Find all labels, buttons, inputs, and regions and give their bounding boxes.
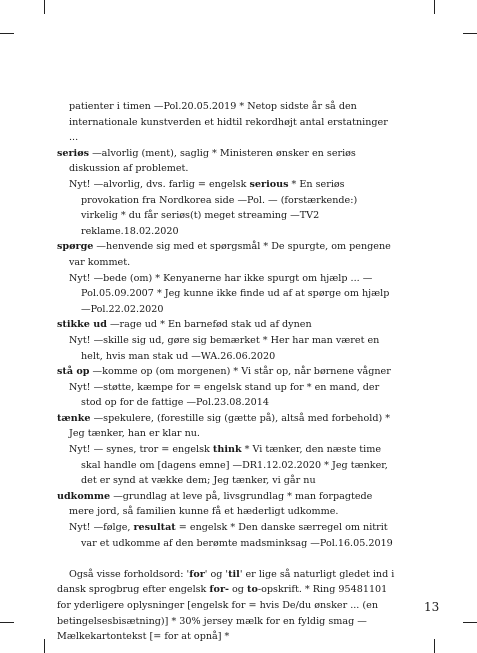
crop-mark-bottom-right bbox=[463, 622, 477, 623]
text: Nyt! —følge, bbox=[69, 522, 134, 534]
bold-term: serious bbox=[249, 178, 289, 190]
bold-term: think bbox=[212, 444, 242, 456]
new-usage-udkomme bbox=[57, 520, 397, 551]
crop-mark-bottom-left-vertical bbox=[44, 639, 45, 653]
bold-term: for- bbox=[209, 584, 229, 596]
headword: udkomme bbox=[57, 490, 111, 502]
text: = engelsk * Den danske særregel om nitrit var et udkomme af den berømte madsminksag —Pol.16.05.2019 bbox=[81, 522, 393, 549]
continued-text bbox=[57, 99, 397, 146]
text: Nyt! —støtte, kæmpe for = engelsk stand up for * en mand, der stod op for de fattige —Pol.23.08.2014 bbox=[69, 381, 380, 409]
bold-term: resultat bbox=[133, 522, 176, 534]
crop-mark-top-left bbox=[0, 33, 14, 34]
entry-staa-op bbox=[57, 364, 397, 380]
new-usage-taenke bbox=[57, 442, 397, 489]
definition: —grundlag at leve på, livsgrundlag * man forpagtede mere jord, så familien kunne få et hæderligt udkomme. bbox=[69, 490, 373, 518]
page-body bbox=[57, 99, 397, 645]
headword: stå op bbox=[57, 366, 90, 378]
text: ' er lige så naturligt gledet ind i dansk sprogbrug efter engelsk bbox=[57, 568, 395, 596]
crop-mark-top-right-vertical bbox=[434, 0, 435, 14]
new-usage-stikke-ud bbox=[57, 333, 397, 364]
new-usage-spoerge bbox=[57, 271, 397, 318]
definition: —komme op (om morgenen) * Vi står op, når børnene vågner bbox=[89, 366, 391, 378]
bold-term: til bbox=[228, 568, 240, 580]
definition: —rage ud * En barnefød stak ud af dynen bbox=[106, 319, 312, 331]
definition: —spekulere, (forestille sig (gætte på), altså med forbehold) * Jeg tænker, han er klar nu. bbox=[69, 412, 391, 440]
headword: tænke bbox=[57, 412, 91, 424]
crop-mark-bottom-left bbox=[0, 622, 14, 623]
new-usage-serioes bbox=[57, 177, 397, 239]
crop-mark-bottom-right-vertical bbox=[434, 639, 435, 653]
paragraph-gap bbox=[57, 551, 397, 567]
text: Nyt! —bede (om) * Kenyanerne har ikke spurgt om hjælp ... —Pol.05.09.2007 * Jeg kunne ikke finde ud af at spørge om hjælp —Pol.22.02.2020 bbox=[69, 272, 390, 315]
headword: stikke ud bbox=[57, 319, 107, 331]
bold-term: for bbox=[189, 568, 205, 580]
page-number: 13 bbox=[424, 600, 440, 614]
crop-mark-top-right bbox=[463, 33, 477, 34]
text: -opskrift. * Ring 95481101 for yderligere oplysninger [engelsk for = hvis De/du ønsker ... (en betingelsesbisætning)] * 30% jersey mælk for en fyldig smag —Mælkekartontekst [= for at opnå] * bbox=[57, 584, 388, 643]
text: Nyt! —skille sig ud, gøre sig bemærket * Her har man været en helt, hvis man stak ud —WA.26.06.2020 bbox=[69, 334, 380, 362]
text: Også visse forholdsord: ' bbox=[69, 568, 190, 580]
headword: spørge bbox=[57, 241, 94, 253]
definition: —henvende sig med et spørgsmål * De spurgte, om pengene var kommet. bbox=[69, 241, 391, 268]
entry-stikke-ud bbox=[57, 317, 397, 333]
new-usage-staa-op bbox=[57, 380, 397, 411]
crop-mark-top-left-vertical bbox=[44, 0, 45, 14]
entry-taenke bbox=[57, 411, 397, 442]
text: * Vi tænker, den næste time skal handle om [dagens emne] —DR1.12.02.2020 * Jeg tænker, det er synd at vække dem; Jeg tænker, vi går nu bbox=[81, 444, 388, 487]
text: ' og ' bbox=[204, 568, 229, 580]
entry-serioes bbox=[57, 146, 397, 177]
text: og bbox=[228, 584, 248, 596]
text: Nyt! —alvorlig, dvs. farlig = engelsk bbox=[69, 178, 250, 190]
text: * En seriøs provokation fra Nordkorea side —Pol. — (forstærkende:) virkelig * du får seriøs(t) meget streaming —TV2 reklame.18.02.2020 bbox=[81, 178, 358, 237]
bold-term: to bbox=[247, 584, 258, 596]
text: patienter i timen —Pol.20.05.2019 * Netop sidste år så den internationale kunstverden et hidtil rekordhøjt antal erstatninger ... bbox=[69, 101, 388, 144]
prepositions-paragraph bbox=[57, 567, 397, 645]
headword: seriøs bbox=[57, 147, 90, 159]
entry-udkomme bbox=[57, 489, 397, 520]
entry-spoerge bbox=[57, 239, 397, 270]
definition: —alvorlig (ment), saglig * Ministeren ønsker en seriøs diskussion af problemet. bbox=[69, 147, 356, 175]
text: Nyt! — synes, tror = engelsk bbox=[69, 444, 213, 456]
